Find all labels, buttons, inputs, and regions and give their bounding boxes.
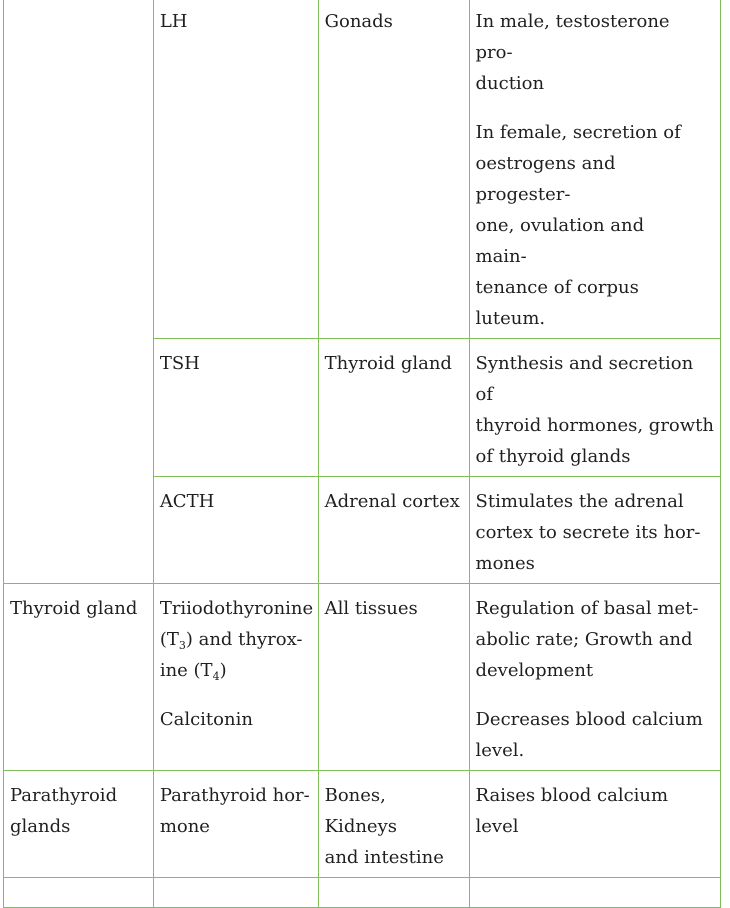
function-cell: Synthesis and secretion of thyroid hormones, growth of thyroid glands	[469, 339, 721, 477]
hormone-cell: Triiodothyronine $(T_3)$ and thyrox- ine $(T_4)$ Calcitonin	[153, 584, 318, 771]
gland-cell: Thyroid gland	[4, 584, 154, 771]
table-row	[4, 584, 721, 771]
gland-cell	[4, 0, 154, 584]
hormone-cell: TSH	[153, 339, 318, 477]
function-cell	[469, 878, 721, 908]
table-row	[4, 771, 721, 878]
function-cell: Raises blood calcium level	[469, 771, 721, 878]
gland-cell: Parathyroid glands	[4, 771, 154, 878]
function-cell: In male, testosterone pro- duction In female, secretion of oestrogens and progester- one, ovulation and main- tenance of corpus luteum.	[469, 0, 721, 339]
function-cell: Stimulates the adrenal cortex to secrete its hor- mones	[469, 477, 721, 584]
target-cell: Thyroid gland	[318, 339, 469, 477]
gland-cell	[4, 878, 154, 908]
target-cell: All tissues	[318, 584, 469, 771]
target-cell: Gonads	[318, 0, 469, 339]
target-cell: Adrenal cortex	[318, 477, 469, 584]
hormone-table	[3, 0, 721, 908]
hormone-cell: Parathyroid hor- mone	[153, 771, 318, 878]
function-cell: Regulation of basal met- abolic rate; Growth and development Decreases blood calcium level.	[469, 584, 721, 771]
table-row	[4, 0, 721, 339]
target-cell	[318, 878, 469, 908]
hormone-cell	[153, 878, 318, 908]
hormone-cell: ACTH	[153, 477, 318, 584]
hormone-cell: LH	[153, 0, 318, 339]
target-cell: Bones, Kidneys and intestine	[318, 771, 469, 878]
table-row	[4, 878, 721, 908]
